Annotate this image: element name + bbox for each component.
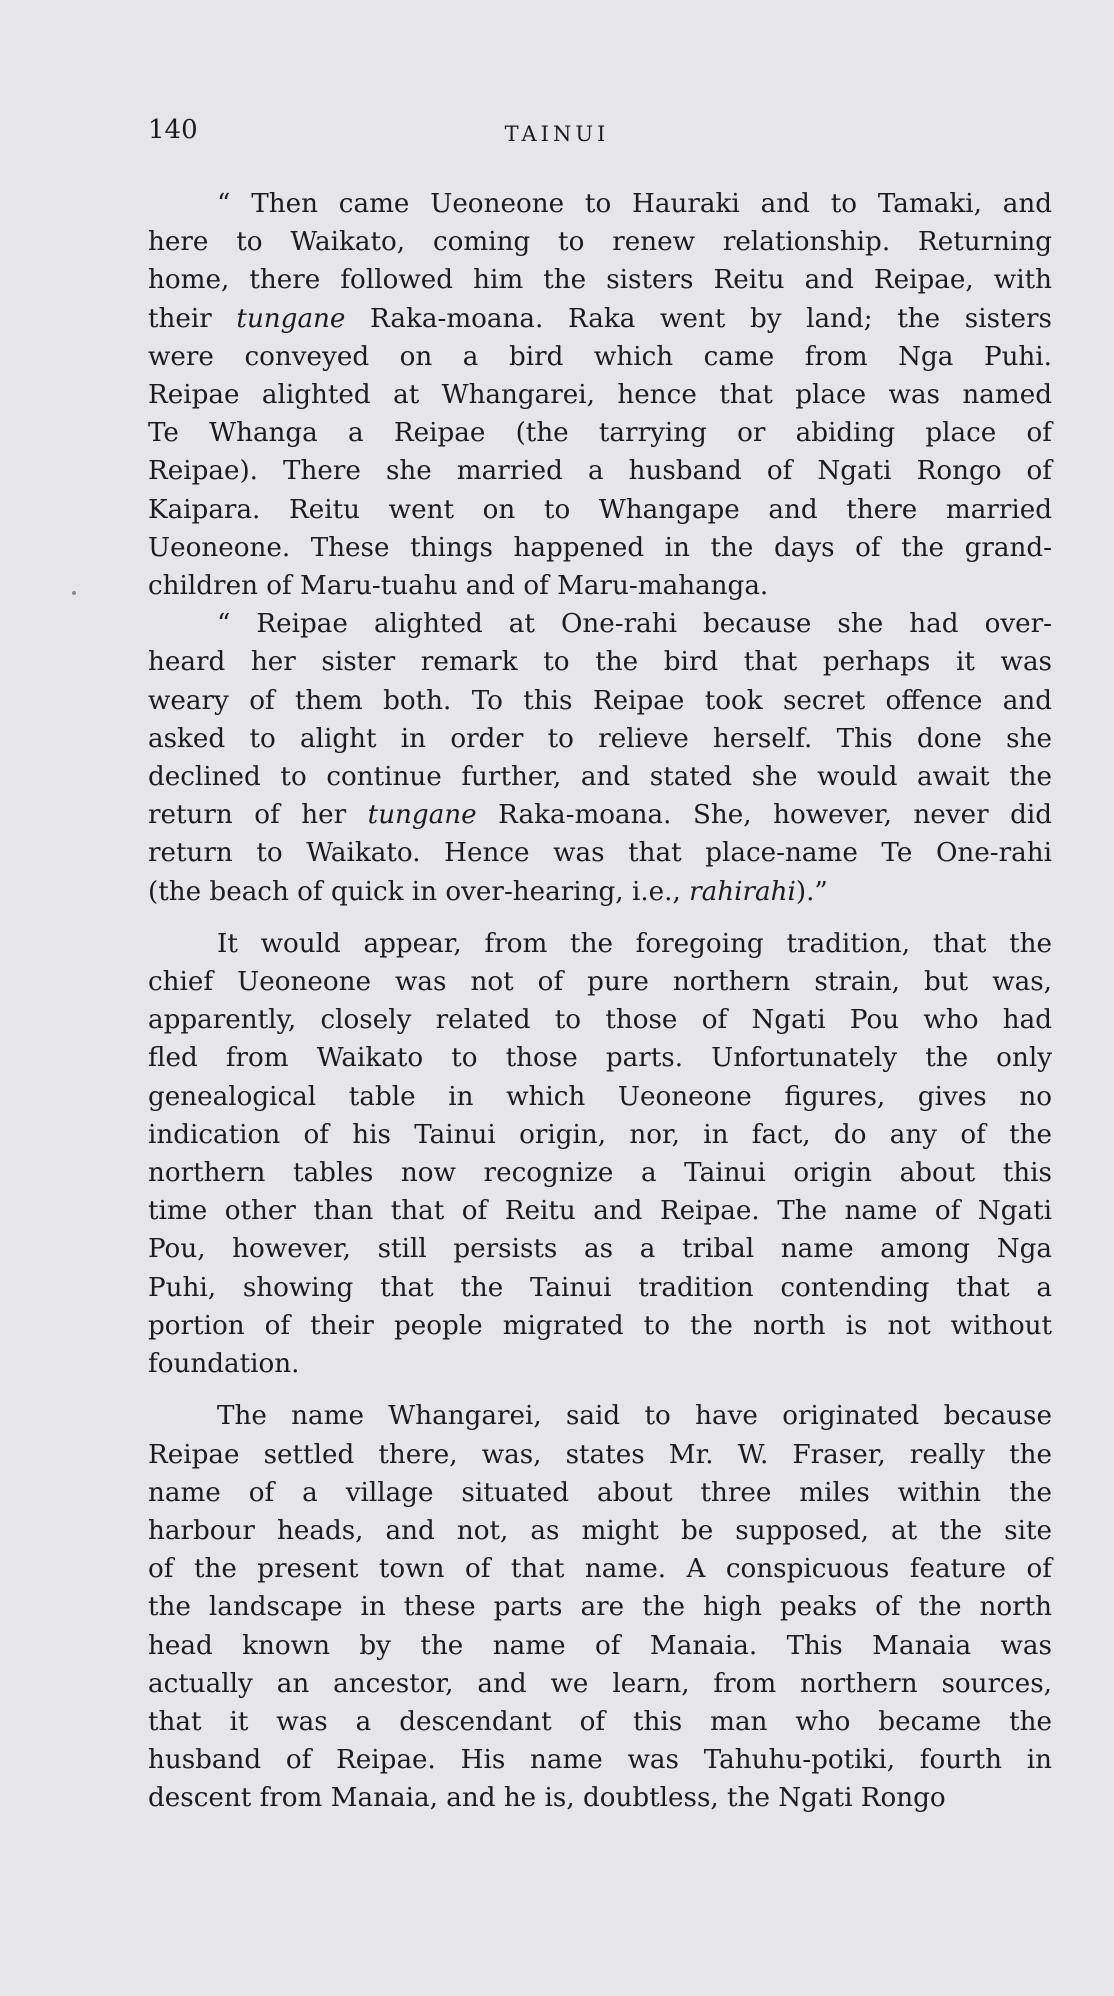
- italic-term: tungane: [236, 303, 346, 334]
- text-line: Puhi, showing that the Tainui tradition contending that a: [148, 1272, 1052, 1303]
- text-line: Pou, however, still persists as a tribal name among Nga: [148, 1234, 1052, 1265]
- margin-mark: [72, 591, 76, 595]
- text-line: that it was a descendant of this man who became the: [148, 1706, 1052, 1737]
- text-line: [148, 873, 1052, 911]
- running-title: TAINUI: [504, 122, 610, 146]
- text-line: the landscape in these parts are the high peaks of the north: [148, 1592, 1052, 1623]
- text-line: name of a village situated about three miles within the: [148, 1477, 1052, 1508]
- text-line: Reipae alighted at Whangarei, hence that place was named: [148, 380, 1052, 411]
- text-line: head known by the name of Manaia. This Manaia was: [148, 1630, 1052, 1661]
- text-line: Reipae settled there, was, states Mr. W. Fraser, really the: [148, 1439, 1052, 1470]
- text-line: northern tables now recognize a Tainui origin about this: [148, 1158, 1052, 1189]
- text-line: time other than that of Reitu and Reipae. The name of Ngati: [148, 1196, 1052, 1227]
- text-line: asked to alight in order to relieve herself. This done she: [148, 723, 1052, 754]
- text-line: Reipae). There she married a husband of Ngati Rongo of: [148, 456, 1052, 487]
- italic-term: rahirahi: [689, 876, 796, 907]
- text-line: It would appear, from the foregoing tradition, that the: [217, 928, 1052, 959]
- text-line: “ Then came Ueoneone to Hauraki and to Tamaki, and: [217, 189, 1052, 219]
- text-line: heard her sister remark to the bird that perhaps it was: [148, 647, 1052, 678]
- text-line: actually an ancestor, and we learn, from northern sources,: [148, 1668, 1052, 1699]
- text-line: chief Ueoneone was not of pure northern strain, but was,: [148, 967, 1052, 998]
- text-line: genealogical table in which Ueoneone figures, gives no: [148, 1081, 1052, 1112]
- text-line: descent from Manaia, and he is, doubtless, the Ngati Rongo: [148, 1783, 946, 1814]
- paragraph: [148, 925, 1052, 1383]
- text-line: [148, 796, 1052, 834]
- text-line: weary of them both. To this Reipae took secret offence and: [148, 685, 1052, 716]
- text-line: fled from Waikato to those parts. Unfortunately the only: [148, 1043, 1052, 1074]
- text-line: children of Maru-tuahu and of Maru-mahanga.: [148, 571, 769, 602]
- text-line: foundation.: [148, 1349, 300, 1380]
- text-segment: ).”: [795, 876, 828, 907]
- text-line: of the present town of that name. A conspicuous feature of: [148, 1554, 1052, 1585]
- text-line: here to Waikato, coming to renew relationship. Returning: [148, 227, 1052, 258]
- text-line: indication of his Tainui origin, nor, in fact, do any of the: [148, 1119, 1052, 1150]
- text-line: return to Waikato. Hence was that place-name Te One-rahi: [148, 838, 1052, 869]
- text-line: harbour heads, and not, as might be supposed, at the site: [148, 1515, 1052, 1546]
- text-segment: Raka-moana. Raka went by land; the sisters: [345, 303, 1052, 334]
- text-line: Te Whanga a Reipae (the tarrying or abiding place of: [148, 418, 1052, 449]
- text-segment: Raka-moana. She, however, never did: [476, 800, 1053, 831]
- text-segment: their: [148, 303, 237, 334]
- text-line: portion of their people migrated to the north is not without: [148, 1310, 1052, 1341]
- text-line: apparently, closely related to those of Ngati Pou who had: [148, 1005, 1052, 1036]
- page-number: 140: [148, 115, 198, 145]
- text-line: “ Reipae alighted at One-rahi because she had over-: [217, 609, 1052, 640]
- text-segment: (the beach of quick in over-hearing, i.e.,: [148, 876, 690, 907]
- paragraph: [148, 185, 1052, 605]
- italic-term: tungane: [367, 800, 477, 831]
- text-line: [148, 300, 1052, 338]
- text-line: home, there followed him the sisters Reitu and Reipae, with: [148, 265, 1052, 296]
- paragraph: [148, 1397, 1052, 1817]
- text-line: were conveyed on a bird which came from Nga Puhi.: [148, 341, 1052, 372]
- text-line: declined to continue further, and stated she would await the: [148, 762, 1052, 793]
- text-line: Kaipara. Reitu went on to Whangape and there married: [148, 494, 1052, 525]
- text-line: Ueoneone. These things happened in the days of the grand-: [148, 532, 1052, 563]
- text-line: husband of Reipae. His name was Tahuhu-potiki, fourth in: [148, 1745, 1052, 1776]
- body-text: [148, 185, 1052, 1818]
- text-segment: return of her: [148, 800, 368, 831]
- text-line: The name Whangarei, said to have originated because: [217, 1401, 1052, 1432]
- paragraph: [148, 605, 1052, 911]
